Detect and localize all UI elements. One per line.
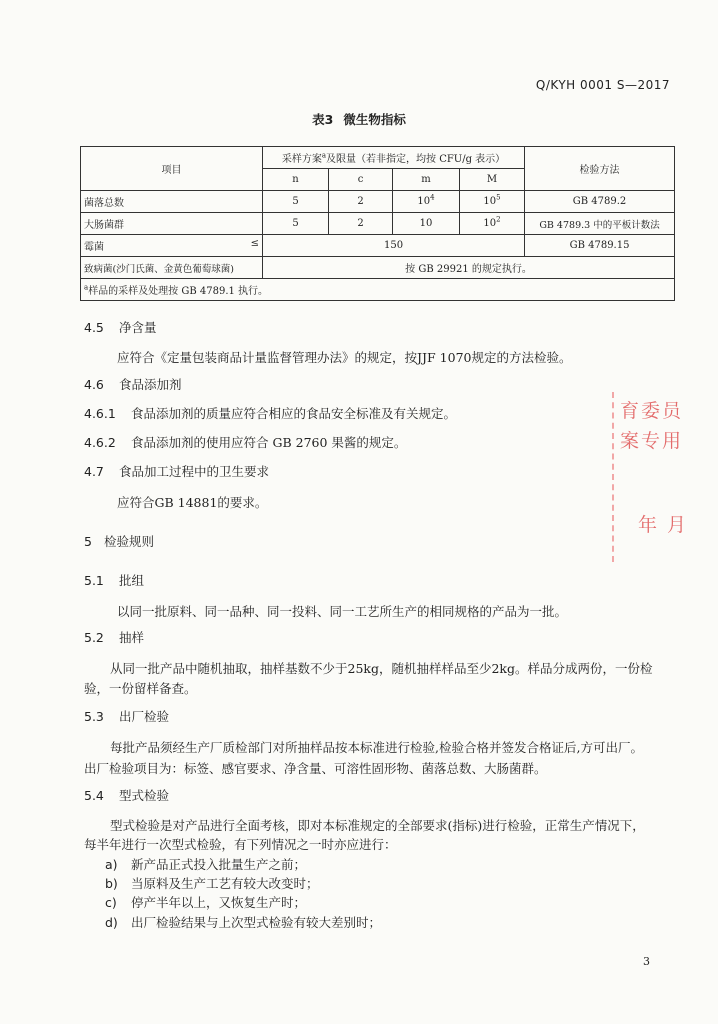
paragraph: 应符合GB 14881的要求。 (117, 495, 268, 510)
table-footnote: $^a$样品的采样及处理按 GB 4789.1 执行。 (81, 279, 675, 301)
section-heading: 5.1 批组 (84, 573, 145, 588)
row-m: 10 (393, 213, 460, 235)
paragraph-line: 每半年进行一次型式检验，有下列情况之一时亦应进行： (84, 837, 397, 852)
paragraph-line: 型式检验是对产品进行全面考核，即对本标准规定的全部要求(指标)进行检验，正常生产情况下， (110, 818, 645, 833)
table-footnote-row (81, 279, 675, 301)
row-n: 5 (263, 191, 329, 213)
row-method: GB 4789.3 中的平板计数法 (525, 213, 675, 235)
paragraph-line: 从同一批产品中随机抽取，抽样基数不少于25kg，随机抽样样品至少2kg。样品分成两份，一份检 (110, 661, 653, 676)
chapter-heading: 5 检验规则 (84, 534, 155, 549)
header-method: 检验方法 (525, 147, 675, 191)
stamp-line: 案专用 (620, 430, 684, 452)
paragraph-line: 验，一份留样备查。 (84, 681, 197, 696)
list-item: c) 停产半年以上，又恢复生产时； (105, 895, 307, 910)
section-heading: 4.6 食品添加剂 (84, 377, 182, 392)
paragraph: 应符合《定量包装商品计量监督管理办法》的规定，按JJF 1070规定的方法检验。 (117, 350, 572, 365)
stamp-line: 育委员 (620, 400, 684, 422)
row-item: 霉菌 ≤ (81, 235, 263, 257)
section-heading: 5.2 抽样 (84, 630, 145, 645)
table-row (81, 213, 675, 235)
row-rule: 按 GB 29921 的规定执行。 (263, 257, 675, 279)
list-item: b) 当原料及生产工艺有较大改变时； (105, 876, 319, 891)
row-c: 2 (329, 191, 393, 213)
section-heading: 4.7 食品加工过程中的卫生要求 (84, 464, 270, 479)
section-heading: 5.4 型式检验 (84, 788, 170, 803)
subsection-paragraph: 4.6.1 食品添加剂的质量应符合相应的食品安全标准及有关规定。 (84, 406, 457, 421)
row-item: 菌落总数 (81, 191, 263, 213)
header-sampling-plan: 采样方案$^a$及限量（若非指定，均按 CFU/g 表示） (263, 147, 525, 169)
row-limit: 150 (263, 235, 525, 257)
page-number: 3 (643, 955, 650, 968)
section-heading: 4.5 净含量 (84, 320, 157, 335)
paragraph: 以同一批原料、同一品种、同一投料、同一工艺所生产的相同规格的产品为一批。 (117, 604, 568, 619)
row-c: 2 (329, 213, 393, 235)
table-caption (0, 110, 718, 128)
document-number: Q/KYH 0001 S—2017 (535, 78, 670, 92)
row-M: $10^2$ (460, 213, 525, 235)
paragraph-line: 每批产品须经生产厂质检部门对所抽样品按本标准进行检验,检验合格并签发合格证后,方可出厂。 (110, 740, 643, 755)
row-M: $10^5$ (460, 191, 525, 213)
row-item: 大肠菌群 (81, 213, 263, 235)
table-caption-number: 表3 (312, 112, 334, 127)
paragraph-line: 出厂检验项目为：标签、感官要求、净含量、可溶性固形物、菌落总数、大肠菌群。 (84, 761, 547, 776)
header-n: n (263, 169, 329, 191)
table-row (81, 191, 675, 213)
header-m: m (393, 169, 460, 191)
table-row (81, 235, 675, 257)
stamp-line: 年 月 (638, 514, 689, 536)
header-M: M (460, 169, 525, 191)
filing-stamp (608, 392, 718, 572)
list-item: d) 出厂检验结果与上次型式检验有较大差别时； (105, 915, 382, 930)
header-c: c (329, 169, 393, 191)
subsection-paragraph: 4.6.2 食品添加剂的使用应符合 GB 2760 果酱的规定。 (84, 435, 407, 450)
row-n: 5 (263, 213, 329, 235)
row-method: GB 4789.15 (525, 235, 675, 257)
table-caption-text: 微生物指标 (343, 112, 406, 127)
table-row (81, 257, 675, 279)
row-item: 致病菌(沙门氏菌、金黄色葡萄球菌) (81, 257, 263, 279)
header-item: 项目 (81, 147, 263, 191)
list-item: a) 新产品正式投入批量生产之前； (105, 857, 307, 872)
row-m: $10^4$ (393, 191, 460, 213)
row-method: GB 4789.2 (525, 191, 675, 213)
less-equal-symbol: ≤ (250, 238, 259, 249)
section-heading: 5.3 出厂检验 (84, 709, 170, 724)
microbiology-table (80, 146, 675, 301)
